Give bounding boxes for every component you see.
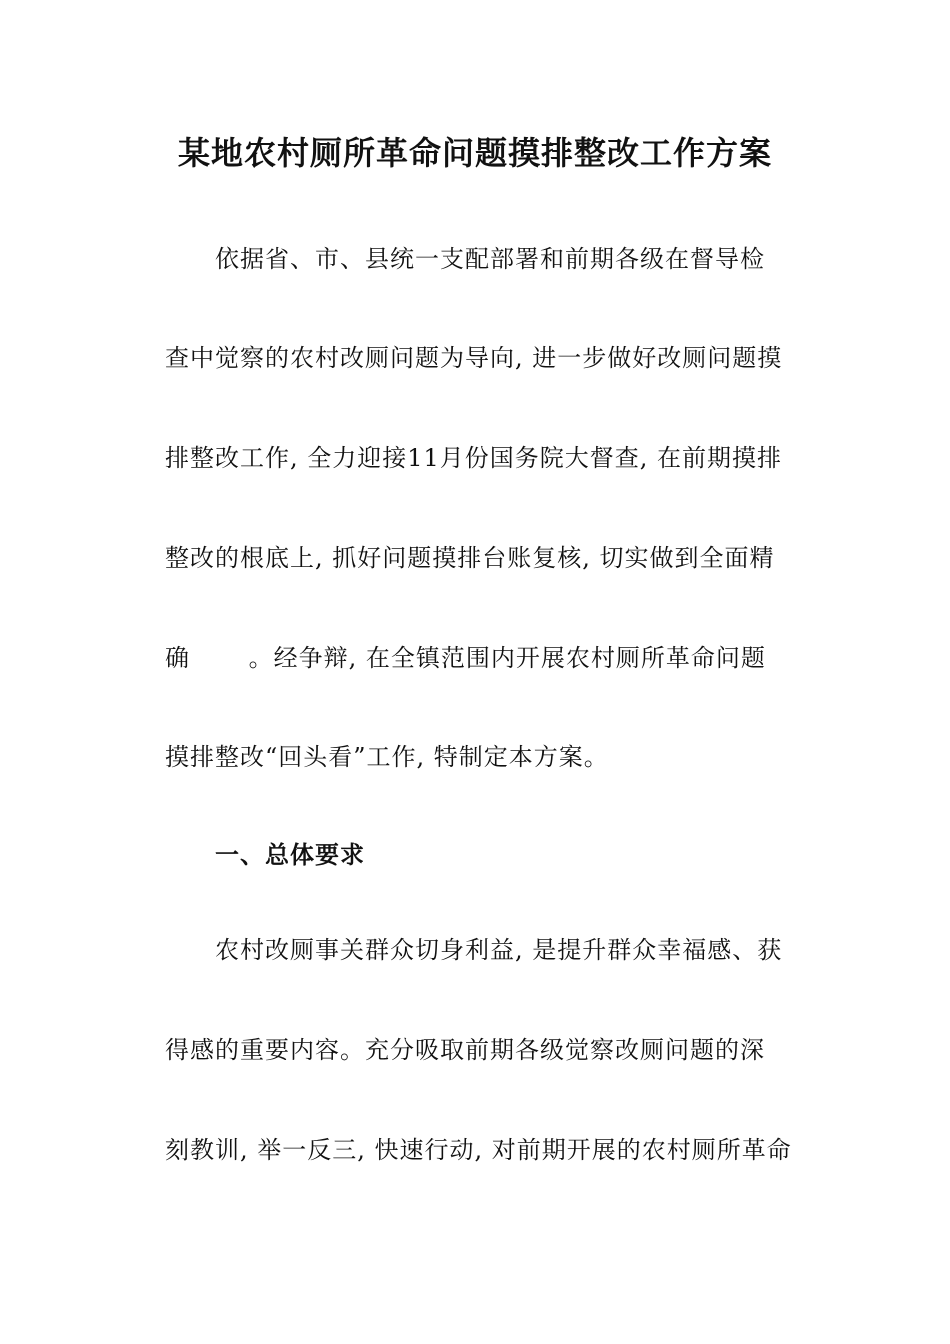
document-title: 某地农村厕所革命问题摸排整改工作方案 [177,134,772,172]
paragraph-line: 整改的根底上, 抓好问题摸排台账复核, 切实做到全面精 [165,544,775,572]
paragraph-line: 刻教训, 举一反三, 快速行动, 对前期开展的农村厕所革命 [165,1136,792,1164]
paragraph-line: 摸排整改“回头看”工作, 特制定本方案。 [165,743,609,771]
section-heading: 一、总体要求 [215,840,365,869]
paragraph-line: 查中觉察的农村改厕问题为导向, 进一步做好改厕问题摸 [165,344,783,372]
paragraph-line: 农村改厕事关群众切身利益, 是提升群众幸福感、获 [215,936,783,964]
paragraph-line: 排整改工作, 全力迎接11月份国务院大督查, 在前期摸排 [165,444,783,472]
paragraph-line: 确 。经争辩, 在全镇范围内开展农村厕所革命问题 [165,644,766,672]
paragraph-line: 依据省、市、县统一支配部署和前期各级在督导检 [215,245,765,273]
paragraph-line: 得感的重要内容。充分吸取前期各级觉察改厕问题的深 [165,1036,765,1064]
